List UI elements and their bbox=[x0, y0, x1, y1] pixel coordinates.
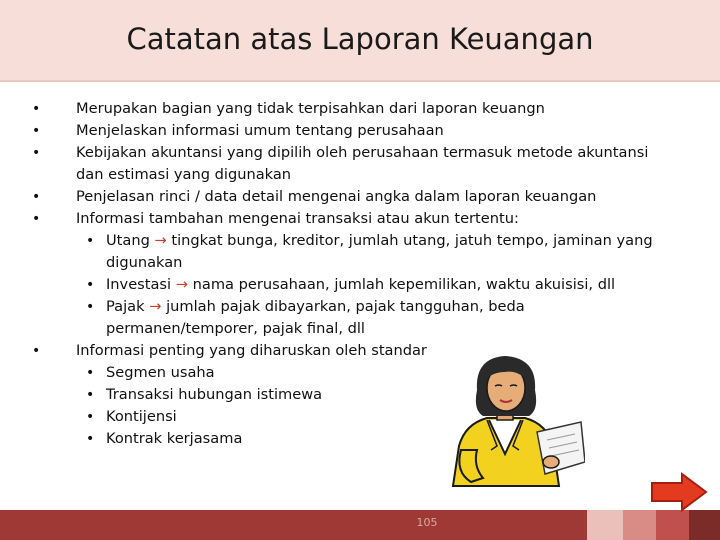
item-text: Segmen usaha bbox=[106, 364, 215, 381]
item-lead: Pajak bbox=[106, 298, 145, 315]
arrow-right-icon: → bbox=[149, 298, 162, 315]
item-lead: Investasi bbox=[106, 276, 172, 293]
bullet-icon: • bbox=[32, 145, 41, 161]
list-item bbox=[28, 208, 678, 230]
footer-block bbox=[689, 510, 720, 540]
list-item bbox=[28, 230, 678, 274]
bullet-icon: • bbox=[32, 343, 41, 359]
bullet-icon: • bbox=[86, 299, 95, 315]
item-text: Informasi penting yang diharuskan oleh standar bbox=[76, 342, 427, 359]
bullet-icon: • bbox=[32, 189, 41, 205]
item-text: Penjelasan rinci / data detail mengenai angka dalam laporan keuangan bbox=[76, 188, 597, 205]
footer-bar bbox=[0, 510, 720, 540]
item-text: jumlah pajak dibayarkan, pajak tangguhan, beda permanen/temporer, pajak final, dll bbox=[106, 298, 525, 337]
bullet-icon: • bbox=[86, 365, 95, 381]
businesswoman-illustration bbox=[425, 350, 585, 488]
footer-block bbox=[656, 510, 689, 540]
list-item bbox=[28, 142, 678, 186]
item-text: tingkat bunga, kreditor, jumlah utang, jatuh tempo, jaminan yang digunakan bbox=[106, 232, 653, 271]
red-right-arrow-icon[interactable] bbox=[650, 472, 708, 512]
item-text: Kontijensi bbox=[106, 408, 177, 425]
list-item bbox=[28, 120, 678, 142]
item-lead: Utang bbox=[106, 232, 150, 249]
bullet-icon: • bbox=[86, 409, 95, 425]
item-text: Informasi tambahan mengenai transaksi atau akun tertentu: bbox=[76, 210, 519, 227]
arrow-right-icon: → bbox=[175, 276, 188, 293]
item-text: nama perusahaan, jumlah kepemilikan, waktu akuisisi, dll bbox=[192, 276, 616, 293]
list-item bbox=[28, 186, 678, 208]
bullet-icon: • bbox=[32, 101, 41, 117]
list-item bbox=[28, 98, 678, 120]
item-text: Kebijakan akuntansi yang dipilih oleh perusahaan termasuk metode akuntansi dan estimasi yang digunakan bbox=[76, 144, 649, 183]
arrow-right-icon: → bbox=[154, 232, 167, 249]
bullet-icon: • bbox=[86, 387, 95, 403]
footer-main-band bbox=[0, 510, 587, 540]
bullet-icon: • bbox=[32, 123, 41, 139]
page-number: 105 bbox=[416, 516, 438, 529]
bullet-icon: • bbox=[86, 431, 95, 447]
bullet-icon: • bbox=[86, 233, 95, 249]
bullet-icon: • bbox=[86, 277, 95, 293]
item-text: Merupakan bagian yang tidak terpisahkan dari laporan keuangn bbox=[76, 100, 545, 117]
bullet-icon: • bbox=[32, 211, 41, 227]
list-item bbox=[28, 296, 678, 340]
footer-block bbox=[587, 510, 623, 540]
footer-block bbox=[623, 510, 656, 540]
slide-title: Catatan atas Laporan Keuangan bbox=[126, 22, 594, 56]
item-text: Kontrak kerjasama bbox=[106, 430, 243, 447]
list-item bbox=[28, 274, 678, 296]
item-text: Menjelaskan informasi umum tentang perusahaan bbox=[76, 122, 444, 139]
item-text: Transaksi hubungan istimewa bbox=[106, 386, 323, 403]
